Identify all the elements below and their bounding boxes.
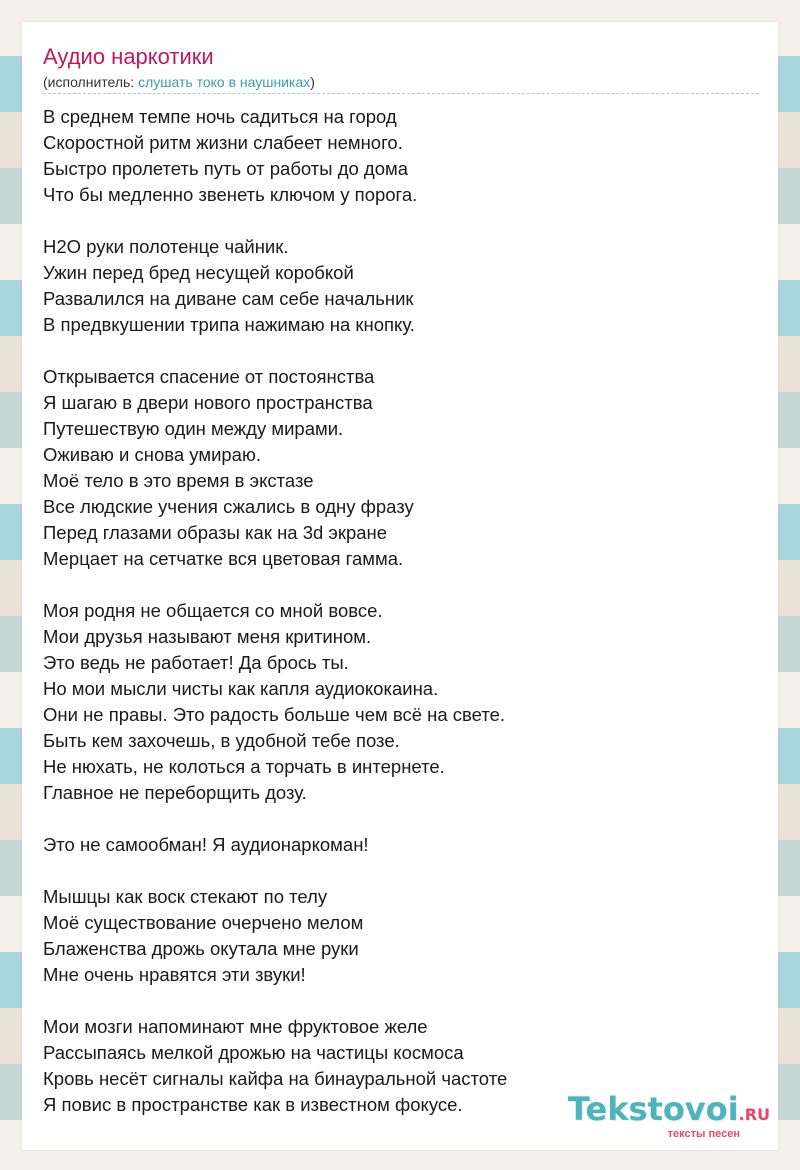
stanza (43, 832, 763, 858)
lyric-line: Мне очень нравятся эти звуки! (43, 964, 306, 985)
lyric-line: В среднем темпе ночь садиться на город (43, 106, 397, 127)
title-divider (43, 93, 759, 94)
lyric-line: Это ведь не работает! Да брось ты. (43, 652, 349, 673)
lyric-line: Это не самообман! Я аудионаркоман! (43, 834, 369, 855)
lyric-line: Не нюхать, не колоться а торчать в интернете. (43, 756, 445, 777)
lyric-line: Перед глазами образы как на 3d экране (43, 522, 388, 543)
lyric-line: Развалился на диване сам себе начальник (43, 288, 414, 309)
lyrics-card (22, 22, 778, 1150)
lyric-line: Моя родня не общается со мной вовсе. (43, 600, 383, 621)
logo-name: Tekstovoi (567, 1090, 739, 1128)
lyric-line: Мерцает на сетчатке вся цветовая гамма. (43, 548, 404, 569)
lyric-line: Быстро пролететь путь от работы до дома (43, 158, 409, 179)
lyric-line: Моё существование очерчено мелом (43, 912, 364, 933)
stanza (43, 598, 763, 806)
site-logo[interactable] (568, 1092, 770, 1140)
lyric-line: Н2О руки полотенце чайник. (43, 236, 289, 257)
lyric-line: Скоростной ритм жизни слабеет немного. (43, 132, 403, 153)
lyric-line: Открывается спасение от постоянства (43, 366, 375, 387)
lyric-line: В предвкушении трипа нажимаю на кнопку. (43, 314, 415, 335)
lyric-line: Путешествую один между мирами. (43, 418, 344, 439)
lyric-line: Кровь несёт сигналы кайфа на бинауральной частоте (43, 1068, 508, 1089)
lyric-line: Мои друзья называют меня критином. (43, 626, 372, 647)
lyric-line: Все людские учения сжались в одну фразу (43, 496, 414, 517)
lyric-line: Ужин перед бред несущей коробкой (43, 262, 354, 283)
lyric-line: Но мои мысли чисты как капля аудиококаина. (43, 678, 439, 699)
lyric-line: Я повис в пространстве как в известном фокусе. (43, 1094, 463, 1115)
lyrics-body (43, 104, 763, 1144)
lyric-line: Быть кем захочешь, в удобной тебе позе. (43, 730, 400, 751)
artist-suffix: ) (310, 74, 315, 90)
lyric-line: Блаженства дрожь окутала мне руки (43, 938, 359, 959)
artist-prefix: (исполнитель: (43, 74, 139, 90)
lyric-line: Что бы медленно звенеть ключом у порога. (43, 184, 418, 205)
lyric-line: Мышцы как воск стекают по телу (43, 886, 328, 907)
lyric-line: Оживаю и снова умираю. (43, 444, 261, 465)
stanza (43, 234, 763, 338)
stanza (43, 884, 763, 988)
lyric-line: Мои мозги напоминают мне фруктовое желе (43, 1016, 428, 1037)
artist-link[interactable]: слушать токо в наушниках (138, 74, 311, 90)
stanza (43, 364, 763, 572)
stanza (43, 104, 763, 208)
song-title: Аудио наркотики (43, 44, 214, 69)
logo-tld: .RU (738, 1105, 770, 1124)
lyric-line: Я шагаю в двери нового пространства (43, 392, 373, 413)
lyric-line: Они не правы. Это радость больше чем всё на свете. (43, 704, 506, 725)
lyric-line: Рассыпаясь мелкой дрожью на частицы космоса (43, 1042, 464, 1063)
logo-tagline: тексты песен (667, 1128, 740, 1140)
lyric-line: Главное не переборщить дозу. (43, 782, 307, 803)
artist-line (43, 73, 315, 91)
lyric-line: Моё тело в это время в экстазе (43, 470, 314, 491)
